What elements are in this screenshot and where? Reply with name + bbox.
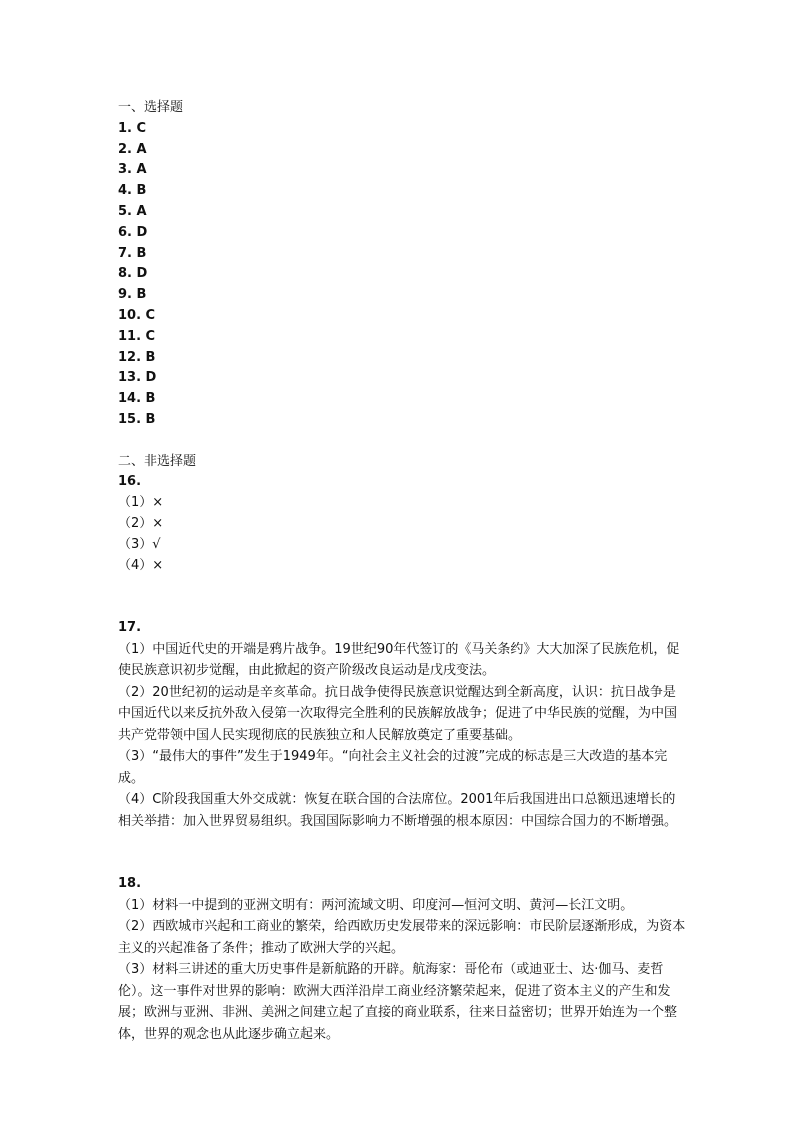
q16-item-4: （4）× xyxy=(118,557,164,573)
answer-6: 6. D xyxy=(118,224,148,240)
answer-sheet xyxy=(118,98,688,1045)
answer-2: 2. A xyxy=(118,141,147,157)
q17-number: 17. xyxy=(118,619,142,635)
q17-para-1: （1）中国近代史的开端是鸦片战争。19世纪90年代签订的《马关条约》大大加深了民族危机，促使民族意识初步觉醒，由此掀起的资产阶级改良运动是戊戌变法。 xyxy=(118,641,680,679)
q18-para-1: （1）材料一中提到的亚洲文明有：两河流域文明、印度河—恒河文明、黄河—长江文明。 xyxy=(118,897,634,913)
answer-8: 8. D xyxy=(118,266,148,282)
q16-number: 16. xyxy=(118,474,142,490)
q18-para-3: （3）材料三讲述的重大历史事件是新航路的开辟。航海家：哥伦布（或迪亚士、达·伽马、麦哲伦）。这一事件对世界的影响：欧洲大西洋沿岸工商业经济繁荣起来，促进了资本主义的产生和发展；欧洲与亚洲、非洲、美洲之间建立起了直接的商业联系，往来日益密切；世界开始连为一个整体，世界的观念也从此逐步确立起来。 xyxy=(118,962,678,1042)
q17-para-3: （3）“最伟大的事件”发生于1949年。“向社会主义社会的过渡”完成的标志是三大改造的基本完成。 xyxy=(118,749,668,786)
section2-heading: 二、非选择题 xyxy=(118,453,197,469)
answer-4: 4. B xyxy=(118,183,147,199)
q16-item-2: （2）× xyxy=(118,515,164,531)
q16-item-1: （1）× xyxy=(118,495,164,511)
answer-15: 15. B xyxy=(118,411,156,427)
q16-item-3: （3）√ xyxy=(118,536,161,552)
q18-para-2: （2）西欧城市兴起和工商业的繁荣，给西欧历史发展带来的深远影响：市民阶层逐渐形成，为资本主义的兴起准备了条件；推动了欧洲大学的兴起。 xyxy=(118,919,686,956)
q17-para-2: （2）20世纪初的运动是辛亥革命。抗日战争使得民族意识觉醒达到全新高度，认识：抗日战争是中国近代以来反抗外敌入侵第一次取得完全胜利的民族解放战争；促进了中华民族的觉醒，为中国共产党带领中国人民实现彻底的民族独立和人民解放奠定了重要基础。 xyxy=(118,684,678,743)
section1-heading: 一、选择题 xyxy=(118,100,184,115)
answer-7: 7. B xyxy=(118,245,147,261)
answer-9: 9. B xyxy=(118,287,147,303)
answer-11: 11. C xyxy=(118,328,156,344)
answer-13: 13. D xyxy=(118,370,157,386)
q17-para-4: （4）C阶段我国重大外交成就：恢复在联合国的合法席位。2001年后我国进出口总额迅速增长的相关举措：加入世界贸易组织。我国国际影响力不断增强的根本原因：中国综合国力的不断增强。 xyxy=(118,792,678,829)
answer-3: 3. A xyxy=(118,162,147,178)
answer-10: 10. C xyxy=(118,307,156,323)
q18-number: 18. xyxy=(118,875,142,891)
answer-5: 5. A xyxy=(118,203,147,219)
answer-12: 12. B xyxy=(118,349,156,365)
answer-1: 1. C xyxy=(118,120,147,136)
answer-14: 14. B xyxy=(118,391,156,407)
